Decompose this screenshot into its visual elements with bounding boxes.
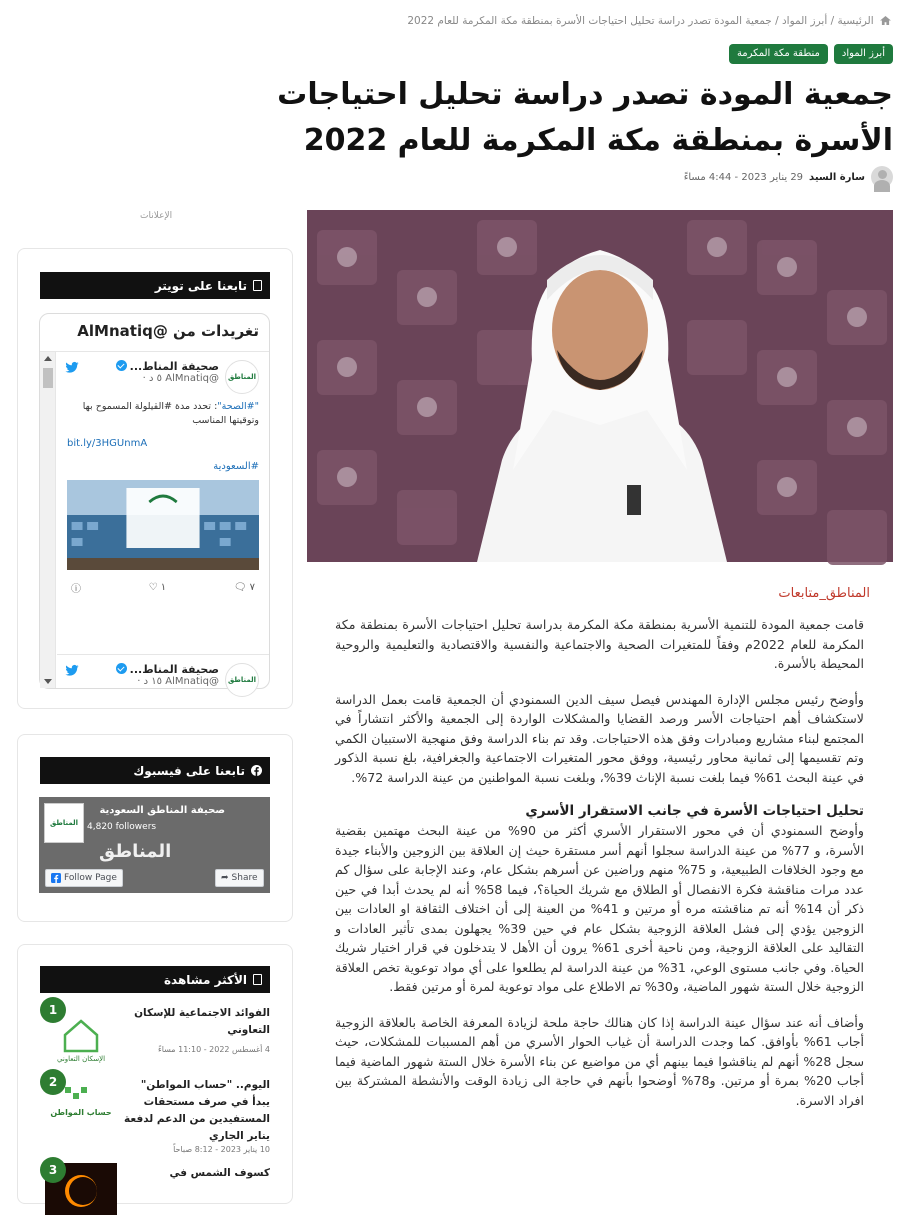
article-paragraph: قامت جمعية المودة للتنمية الأسرية بمنطقة مكة المكرمة بدراسة تحليل احتياجات الأسرة بمنطقة مكة المكرمة للعام 2022م وفقاً للمتغيرات الصحية والاجتماعية والنفسية والاقتصادية والتعليمية والروحية المحيطة بالأسرة. <box>335 617 864 671</box>
facebook-widget <box>17 734 293 922</box>
author-avatar <box>871 166 893 188</box>
rank-badge: 3 <box>40 1157 66 1183</box>
popular-title[interactable]: كسوف الشمس في <box>169 1167 270 1179</box>
article-paragraph: وأوضح السمنودي أن في محور الاستقرار الأسري أكثر من 90% من عينة البحث مهتمين بقضية الأسرة، و 77% من عينة الدراسة سجلوا أنهم أسر مستقرة حيث إن العلاقة بين الزوجين والأبناء جيدة مع وجود الخلافات الطبيعية، و 75% منهم وراضين عن أسرهم بشكل عام، وعند الإجابة على سؤال كم عدد مرات مناقشة فكرة الانفصال أو الطلاق مع شريك الحياة؟، فيما 58% أنه لم يحدث أبدا في حين ذكر أن 14% أنه تم مناقشته مره أو مرتين و 41% من العينة إلى أن اختلاف الثقافة او العادات بين الزوجين يؤدي إلى فشل العلاقة الزوجية بشكل عام في حين 39% يجهلون بمدى تأثير العادات و التقاليد على العلاقة الزوجية، ومن ناحية أخرى 61% يرون أن الأهل لا يتدخلون في قرار اختيار شريك الحياة. وفي جانب مستوى الوعي، 31% من عينة الدراسة لم يطلعوا على أي مواد توعوية تخص العلاقة الزوجية خلال الستة شهور الماضية، و30% تم الاطلاع على مواد توعوية لمرة أو مرتين فقط. <box>335 823 864 994</box>
account-handle[interactable]: @AlMnatiq <box>165 373 219 384</box>
article-source: المناطق_متابعات <box>778 586 870 601</box>
info-icon[interactable]: ⓘ <box>71 584 81 595</box>
share-icon: ➦ <box>221 873 229 883</box>
popular-item[interactable] <box>40 1069 270 1154</box>
tweet[interactable] <box>57 654 269 697</box>
share-button[interactable]: ➦ Share <box>215 869 264 887</box>
scroll-up-arrow[interactable] <box>44 356 52 361</box>
most-viewed-heading: الأكثر مشاهدة <box>40 966 270 993</box>
svg-text:الإسكان التعاوني: الإسكان التعاوني <box>56 1055 106 1063</box>
account-handle[interactable]: @AlMnatiq <box>165 676 219 687</box>
timeline-title: تغريدات من @AlMnatiq <box>40 314 269 352</box>
rank-badge: 2 <box>40 1069 66 1095</box>
breadcrumb-home[interactable]: الرئيسية <box>837 15 874 27</box>
account-name[interactable]: صحيفة المناط... <box>129 360 219 373</box>
tag-makkah-region[interactable]: منطقة مكة المكرمة <box>729 44 828 64</box>
twitter-widget-heading: تابعنا على تويتر <box>40 272 270 299</box>
rank-badge: 1 <box>40 997 66 1023</box>
popular-item[interactable] <box>40 1157 270 1229</box>
article-subheading: تحليل احتياجات الأسرة في جانب الاستقرار الأسري <box>525 803 864 819</box>
popular-item[interactable] <box>40 997 270 1069</box>
tweet-text: "#الصحة": تحدد مدة #القيلولة المسموح بها وتوقيتها المناسب <box>82 401 259 426</box>
tweet-link[interactable]: bit.ly/3HGUnmA <box>67 438 148 449</box>
verified-badge-icon <box>116 663 127 674</box>
popular-title[interactable]: اليوم.. "حساب المواطن" يبدأ في صرف مستحقات المستفيدين من الدعم لدفعة يناير الجاري <box>124 1079 270 1142</box>
article-paragraph: وأضاف أنه عند سؤال عينة الدراسة إذا كان هنالك حاجة ملحة لزيادة المعرفة الخاصة بالعلاقة الزوجية أجاب 61% بأوافق. كما وجدت الدراسة أن غياب الحوار الأسري من أهم المسببات للمشكلات، حيث سجل 28% أنهم لم يناقشوا فيما بينهم أي من مواضيع عن بناء الأسرة خلال الستة شهور الماضية فيما أجاب 20% بمرة أو مرتين. و78% أوضحوا بأنهم في حاجة الى زيادة الوقت والأنشطة المشتركة بين افراد الاسرة. <box>335 1014 865 1108</box>
tweet-age[interactable]: ٥ د · <box>142 373 163 384</box>
account-avatar[interactable]: المناطق <box>225 663 259 697</box>
scroll-down-arrow[interactable] <box>44 679 52 684</box>
tweet-age[interactable]: ١٥ د · <box>137 676 163 687</box>
article-meta <box>684 166 893 188</box>
tweet-image[interactable] <box>67 480 259 570</box>
article-title: جمعية المودة تصدر دراسة تحليل احتياجات الأسرة بمنطقة مكة المكرمة للعام 2022 <box>277 77 893 158</box>
reply-button[interactable]: 🗨 ٧ <box>233 582 255 593</box>
facebook-icon <box>251 765 262 776</box>
page-followers: 4,820 followers <box>87 822 157 832</box>
follow-page-button[interactable]: Follow Page <box>45 869 123 887</box>
most-viewed-widget <box>17 944 293 1204</box>
page-name[interactable]: صحيفة المناطق السعودية <box>99 805 225 816</box>
twitter-bird-icon[interactable] <box>65 665 79 676</box>
twitter-widget <box>17 248 293 709</box>
like-button[interactable]: ♡ ١ <box>148 582 167 593</box>
tweet[interactable] <box>57 360 269 595</box>
verified-badge-icon <box>116 360 127 371</box>
home-icon <box>880 16 891 25</box>
twitter-bird-icon[interactable] <box>65 362 79 373</box>
breadcrumb-current: جمعية المودة تصدر دراسة تحليل احتياجات الأسرة بمنطقة مكة المكرمة للعام 2022 <box>407 15 772 27</box>
popular-date: 4 أغسطس 2022 - 11:10 مساءً <box>157 1045 270 1054</box>
facebook-icon <box>51 873 61 883</box>
category-tags <box>729 44 893 64</box>
document-icon <box>253 974 262 985</box>
publish-date: 29 يناير 2023 - 4:44 مساءً <box>683 171 804 183</box>
tweet-hashtag[interactable]: #السعودية <box>213 461 259 472</box>
tag-highlights[interactable]: أبرز المواد <box>834 44 893 64</box>
timeline-scrollbar[interactable] <box>40 352 56 688</box>
breadcrumb: الرئيسية / أبرز المواد / جمعية المودة تصدر دراسة تحليل احتياجات الأسرة بمنطقة مكة المكرمة للعام 2022 <box>451 15 891 27</box>
page-cover-text: المناطق <box>99 841 172 862</box>
ads-label: الإعلانات <box>140 211 173 221</box>
svg-text:حساب المواطن: حساب المواطن <box>50 1108 112 1117</box>
account-name[interactable]: صحيفة المناط... <box>129 663 219 676</box>
page-logo[interactable]: المناطق <box>44 803 84 843</box>
tweet-actions <box>67 580 259 595</box>
document-icon <box>253 280 262 291</box>
article-body <box>307 580 893 1126</box>
popular-date: 10 يناير 2023 - 8:12 صباحاً <box>173 1145 270 1154</box>
twitter-timeline[interactable] <box>39 313 270 689</box>
facebook-page-plugin[interactable] <box>39 797 270 893</box>
scroll-thumb[interactable] <box>43 368 53 388</box>
popular-title[interactable]: الفوائد الاجتماعية للإسكان التعاوني <box>134 1007 270 1036</box>
account-avatar[interactable]: المناطق <box>225 360 259 394</box>
author-name[interactable]: سارة السيد <box>809 171 865 183</box>
breadcrumb-section[interactable]: أبرز المواد <box>782 15 828 27</box>
article-hero-image <box>307 210 893 562</box>
article-paragraph: وأوضح رئيس مجلس الإدارة المهندس فيصل سيف الدين السمنودي أن الجمعية قامت بعمل الدراسة لاستكشاف أهم احتياجات الأسر ورصد القضايا والمشكلات الواردة إلى الجمعية والأكثر انتشاراً في المجتمع لبناء مشاريع ومبادرات وفق هذه الاحتياجات. وقد تم بناء الدراسة وفق منهجية الاستبيان الكمي وتم تقسيمها إلى ثمانية محاور رئيسية، ووفق محور المتغيرات الاجتماعية والجغرافية، بلغ نسبة الذكور في عينة البحث 61% فيما بلغت نسبة الإناث 39%، وبلغت نسبة المواطنين من عينة الدراسة 72%. <box>335 691 864 785</box>
facebook-widget-heading: تابعنا على فيسبوك <box>40 757 270 784</box>
